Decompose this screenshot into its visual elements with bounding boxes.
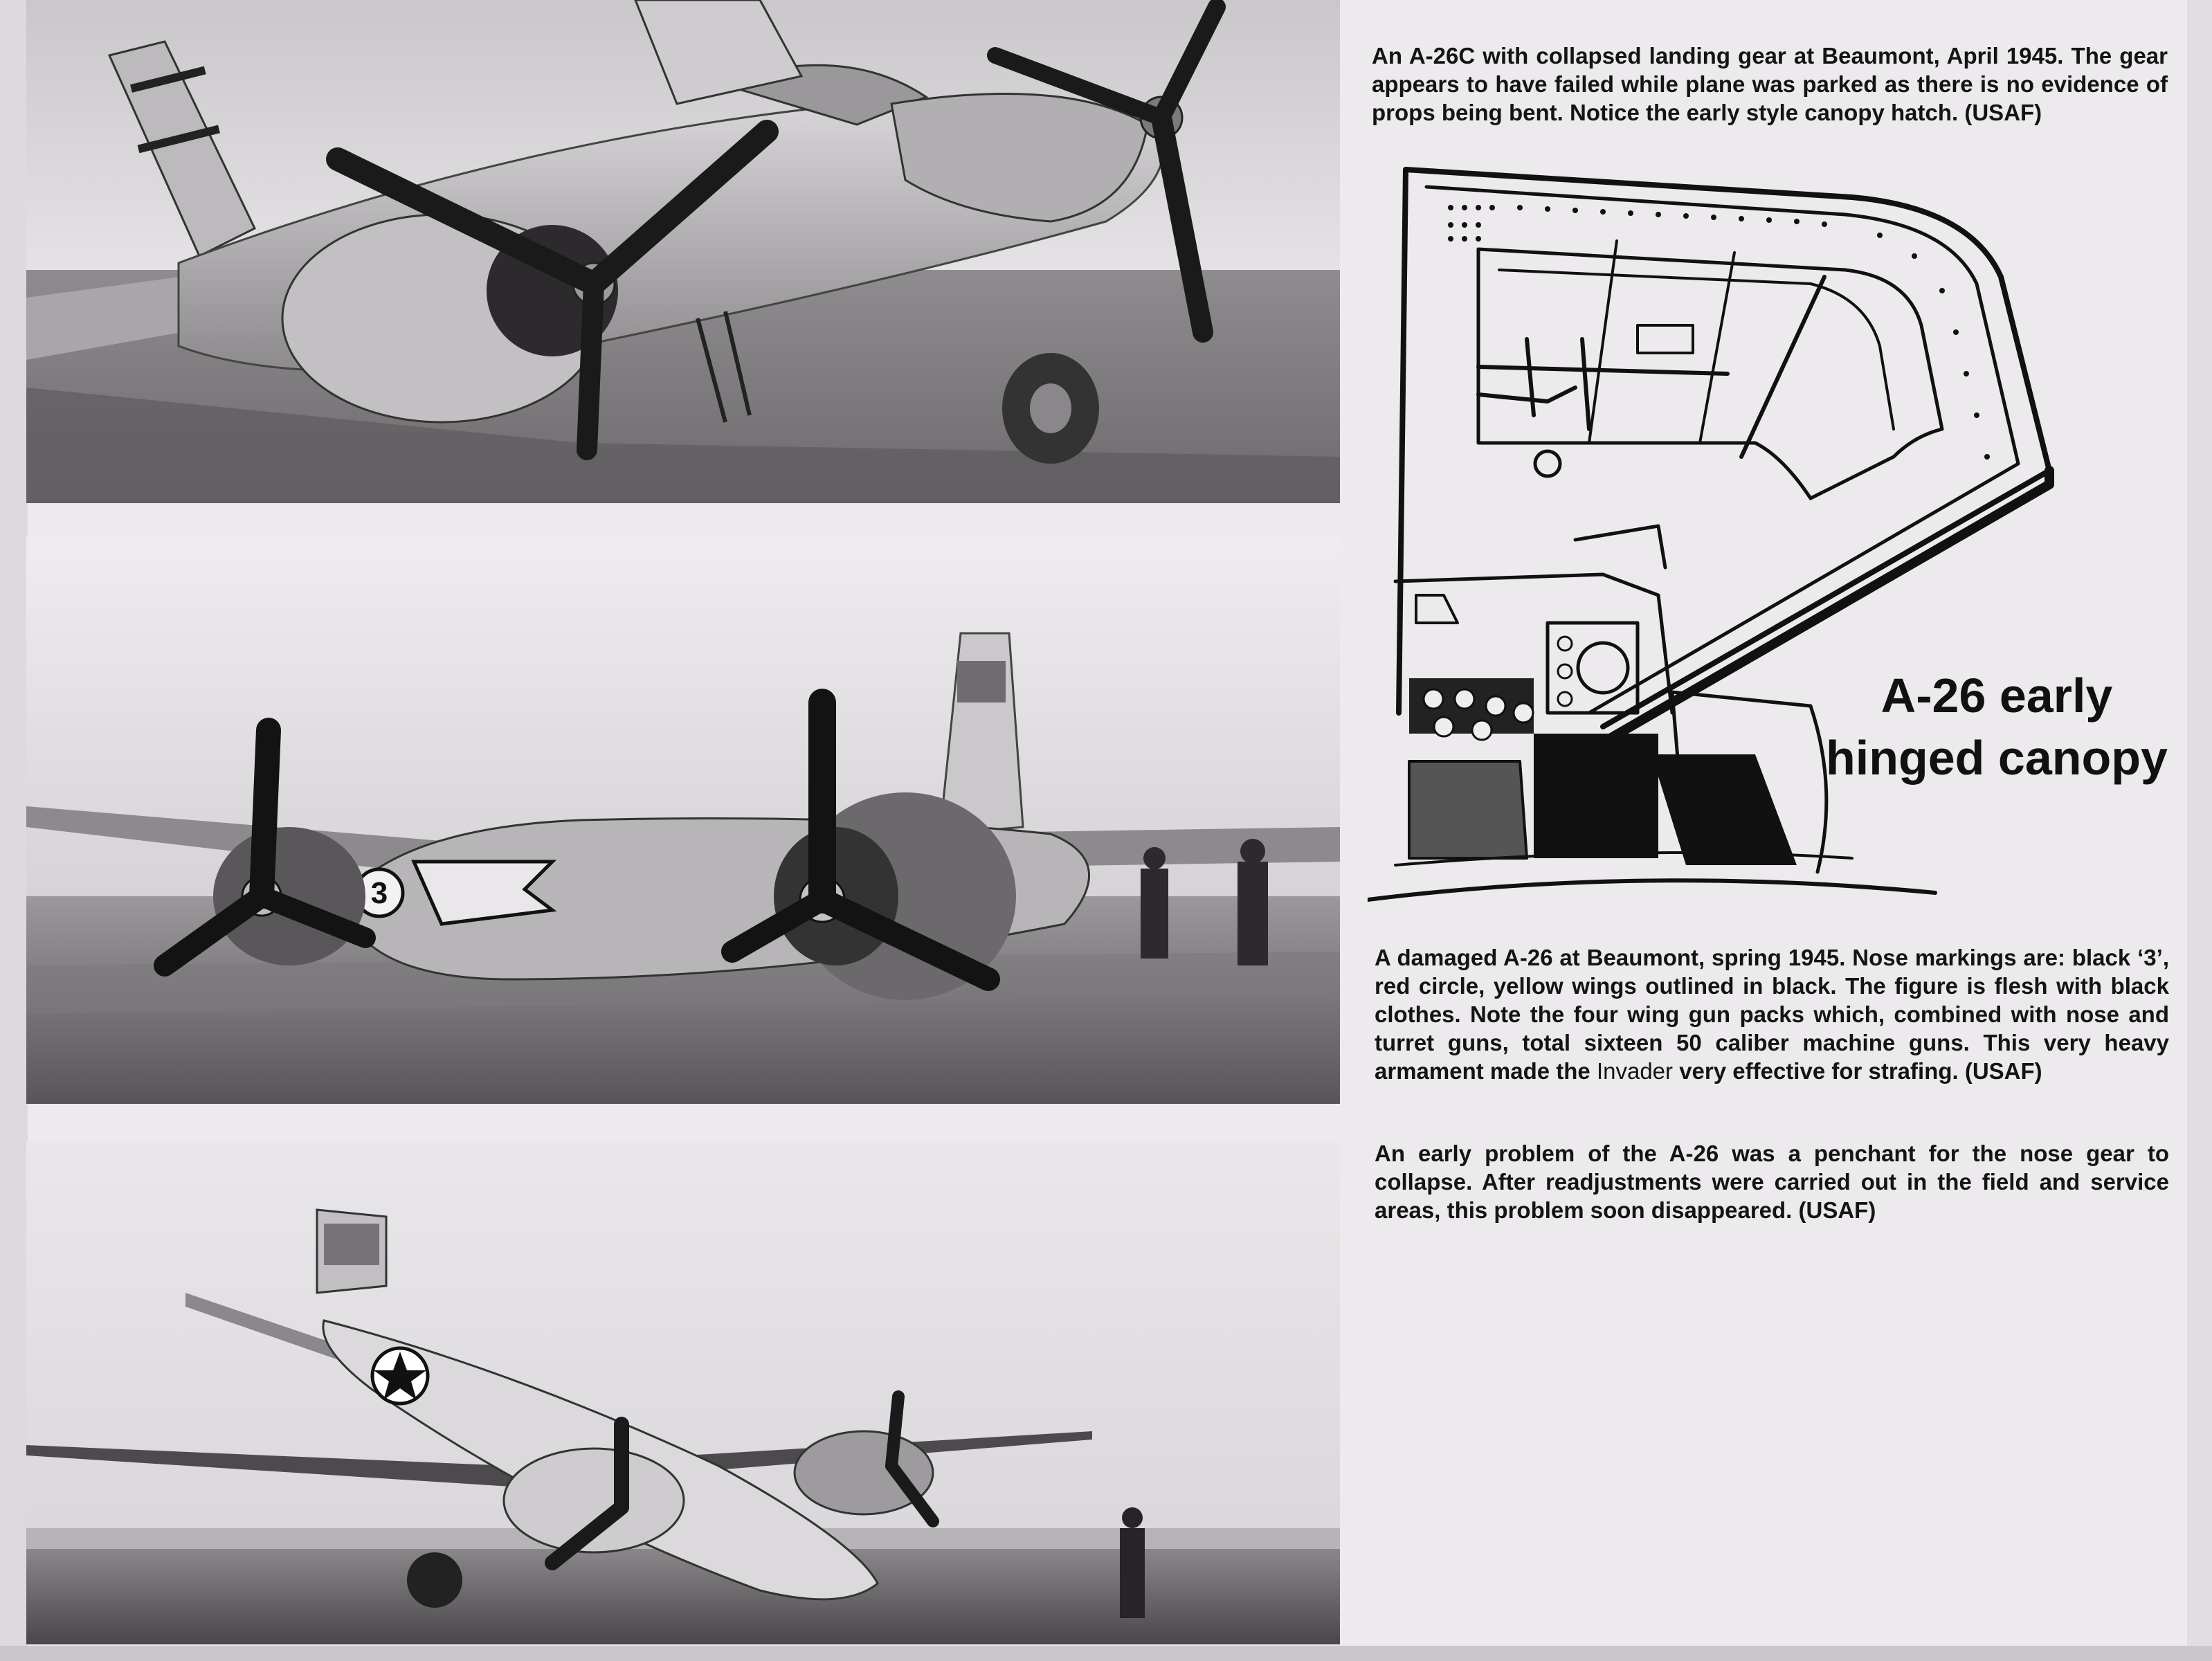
page-left-edge bbox=[0, 0, 28, 1661]
diagram-title-line1: A-26 early bbox=[1880, 669, 2113, 723]
photo-a26c-collapsed-gear bbox=[26, 0, 1340, 503]
photo-a26-nose-gear-collapse bbox=[26, 1141, 1340, 1644]
caption-a26c-collapsed-gear: An A-26C with collapsed landing gear at Beaumont, April 1945. The gear appears to have failed while plane was parked as there is no evidence of props being bent. Notice the early style canopy hatch. (USAF) bbox=[1372, 43, 2168, 125]
svg-text:3: 3 bbox=[370, 876, 388, 910]
caption-a26-damaged bbox=[1375, 943, 2169, 1085]
diagram-title-line2: hinged canopy bbox=[1826, 731, 2168, 785]
caption-a26-damaged-part2: very effective for strafing. (USAF) bbox=[1679, 1058, 2042, 1084]
page-right-edge bbox=[2187, 0, 2212, 1661]
page-bottom-edge bbox=[0, 1646, 2212, 1661]
caption-a26-damaged-part1: A damaged A-26 at Beaumont, spring 1945. Nose markings are: black ‘3’, red circle, yellow wings outlined in black. The figure is flesh with black clothes. Note the four wing gun packs which, combined with nose and turret guns, total sixteen 50 caliber machine guns. This very heavy armament made the bbox=[1375, 945, 2169, 1084]
caption-nose-gear-problem: An early problem of the A-26 was a penchant for the nose gear to collapse. After readjustments were carried out in the field and service areas, this problem soon disappeared. (USAF) bbox=[1375, 1141, 2169, 1223]
photo-a26-damaged-beaumont bbox=[26, 536, 1340, 1104]
canopy-diagram bbox=[1368, 166, 2182, 908]
caption-invader-name: Invader bbox=[1596, 1058, 1674, 1084]
